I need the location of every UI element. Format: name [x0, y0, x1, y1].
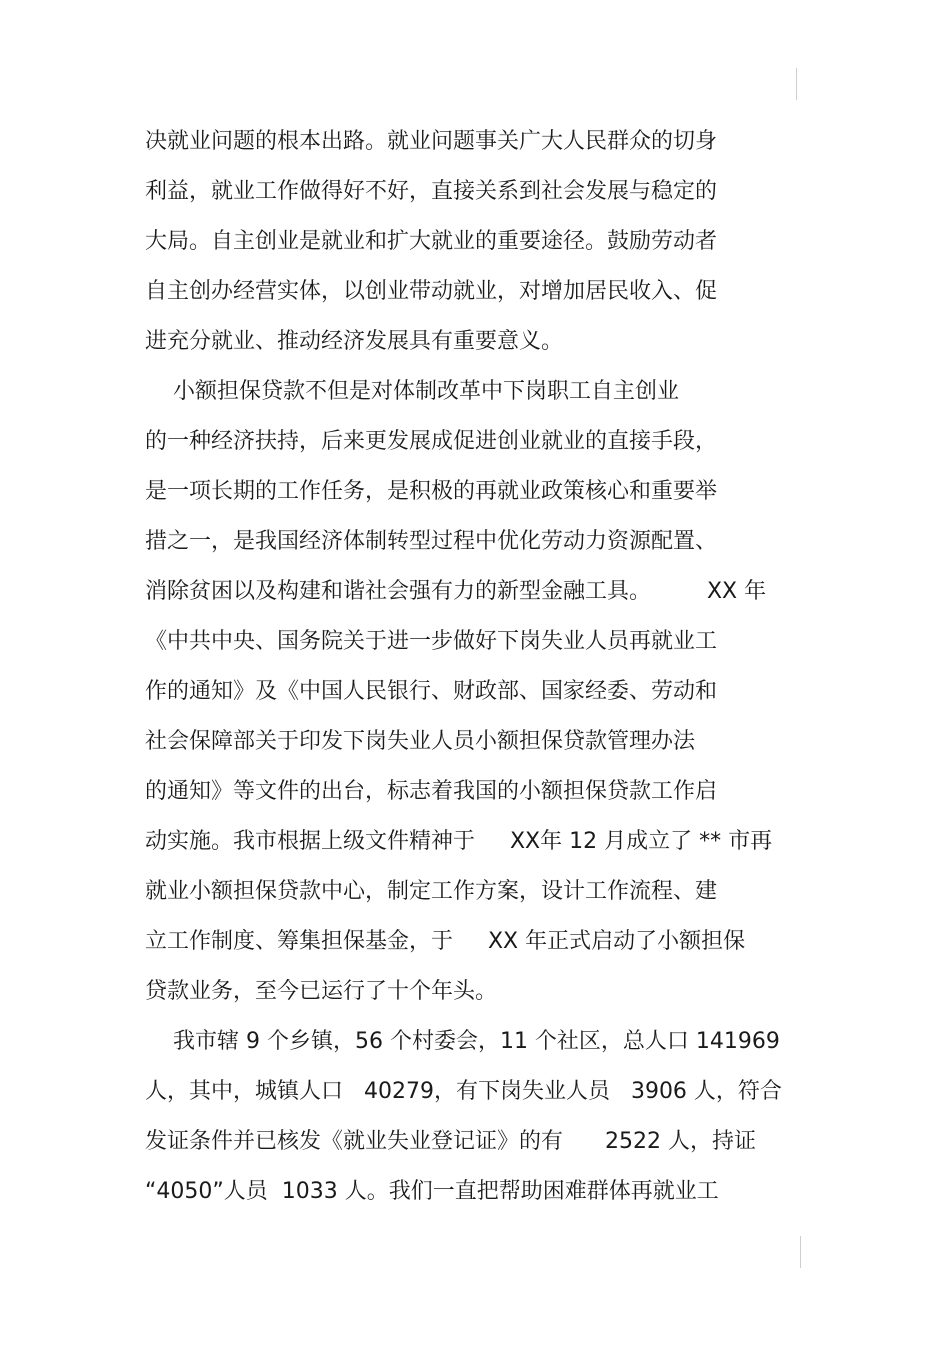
text-line: 是一项长期的工作任务，是积极的再就业政策核心和重要举 [145, 479, 718, 504]
text-line: 动实施。我市根据上级文件精神于 XX年 12 月成立了 ** 市再 [145, 829, 773, 854]
text-line: 利益，就业工作做得好不好，直接关系到社会发展与稳定的 [145, 179, 718, 204]
top-margin-mark [796, 68, 797, 100]
text-line: 就业小额担保贷款中心，制定工作方案，设计工作流程、建 [145, 879, 718, 904]
text-line: 人，其中，城镇人口 40279，有下岗失业人员 3906 人，符合 [145, 1079, 782, 1104]
text-line: 作的通知》及《中国人民银行、财政部、国家经委、劳动和 [145, 679, 718, 704]
text-line: 的通知》等文件的出台，标志着我国的小额担保贷款工作启 [145, 779, 718, 804]
text-line: 进充分就业、推动经济发展具有重要意义。 [145, 329, 564, 354]
text-line: 贷款业务，至今已运行了十个年头。 [145, 979, 498, 1004]
text-line: 社会保障部关于印发下岗失业人员小额担保贷款管理办法 [145, 729, 696, 754]
text-line: 小额担保贷款不但是对体制改革中下岗职工自主创业 [145, 379, 679, 404]
text-line: 大局。自主创业是就业和扩大就业的重要途径。鼓励劳动者 [145, 229, 718, 254]
bottom-margin-mark [800, 1236, 801, 1268]
text-line: 自主创办经营实体，以创业带动就业，对增加居民收入、促 [145, 279, 718, 304]
text-line: 《中共中央、国务院关于进一步做好下岗失业人员再就业工 [145, 629, 718, 654]
text-line: 措之一，是我国经济体制转型过程中优化劳动力资源配置、 [145, 529, 718, 554]
text-line: 决就业问题的根本出路。就业问题事关广大人民群众的切身 [145, 129, 718, 154]
text-line: 消除贫困以及构建和谐社会强有力的新型金融工具。 XX 年 [145, 579, 767, 604]
text-line: 发证条件并已核发《就业失业登记证》的有 2522 人，持证 [145, 1129, 756, 1154]
text-line: 立工作制度、筹集担保基金，于 XX 年正式启动了小额担保 [145, 929, 746, 954]
text-line: “4050”人员 1033 人。我们一直把帮助困难群体再就业工 [145, 1179, 719, 1204]
text-line: 我市辖 9 个乡镇，56 个村委会，11 个社区，总人口 141969 [145, 1029, 780, 1054]
text-line: 的一种经济扶持，后来更发展成促进创业就业的直接手段， [145, 429, 718, 454]
